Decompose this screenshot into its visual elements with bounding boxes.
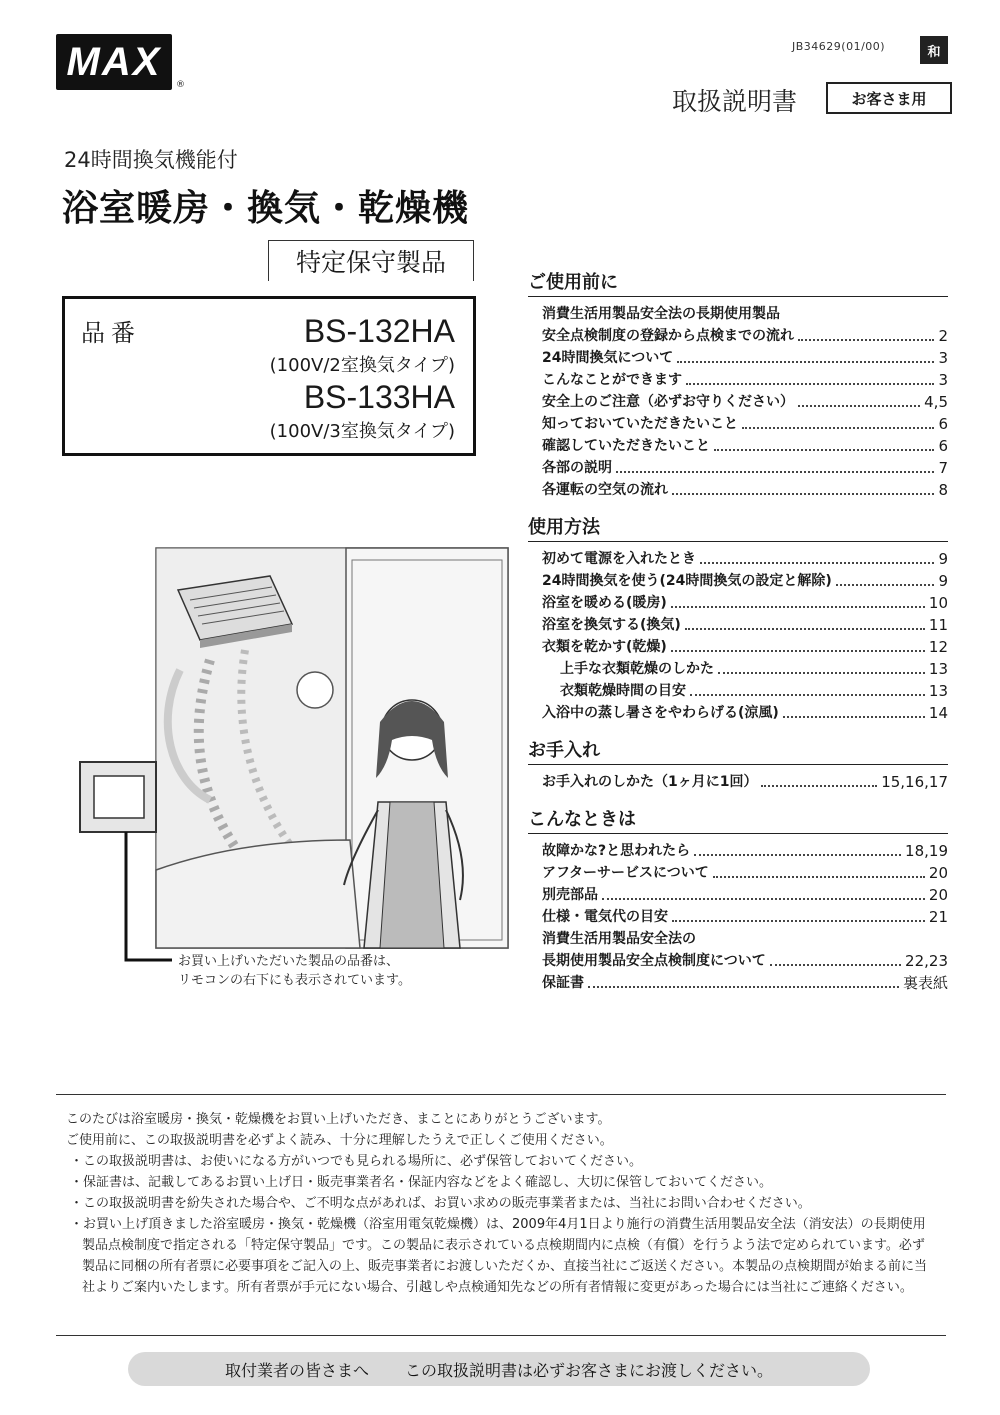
toc-leader-dots: [677, 361, 934, 363]
product-subtitle: 24時間換気機能付: [64, 148, 238, 172]
toc-item-label: アフターサービスについて: [542, 865, 709, 881]
toc-page-number: 11: [928, 616, 948, 634]
toc-item[interactable]: [528, 435, 948, 457]
toc-page-number: 2: [938, 327, 948, 345]
toc-section: [528, 513, 948, 724]
notice-intro: ご使用前に、この取扱説明書を必ずよく読み、十分に理解したうえで正しくご使用ください。: [66, 1133, 613, 1148]
registered-mark: ®: [176, 80, 185, 90]
toc-item-label: 初めて電源を入れたとき: [542, 551, 696, 567]
toc-leader-dots: [798, 339, 934, 341]
toc-item-label: 24時間換気を使う(24時間換気の設定と解除): [542, 573, 832, 589]
toc-leader-dots: [672, 493, 934, 495]
toc-leader-dots: [718, 672, 925, 674]
toc-leader-dots: [671, 650, 925, 652]
toc-section: [528, 268, 948, 501]
bathroom-illustration: [60, 540, 510, 980]
toc-item[interactable]: [528, 884, 948, 906]
toc-item[interactable]: [528, 570, 948, 592]
model-note: (100V/3室換気タイプ): [269, 421, 455, 442]
notice-bullet: ・お買い上げ頂きました浴室暖房・換気・乾燥機（浴室用電気乾燥機）は、2009年4月1日より施行の消費生活用製品安全法（消安法）の長期使用製品点検制度で指定される「特定保守製品」です。この製品に表示されている点検期間内に点検（有償）を行うよう法で定められています。必ず製品に同梱の所有者票に必要事項をご記入の上、販売事業者にお渡しいただくか、直接当社にご返送ください。本製品の点検期間が始まる前に当社よりご案内いたします。所有者票が手元にない場合、引越しや点検通知先などの所有者情報に変更があった場合には当社にご連絡ください。: [70, 1217, 928, 1295]
toc-page-number: 10: [928, 594, 948, 612]
toc-item-label: 消費生活用製品安全法の長期使用製品 安全点検制度の登録から点検までの流れ: [542, 306, 794, 344]
toc-item[interactable]: [528, 771, 948, 793]
toc-item-label: 確認していただきたいこと: [542, 438, 710, 454]
toc-item[interactable]: [528, 972, 948, 994]
toc-item-label: 各部の説明: [542, 460, 612, 476]
toc-item[interactable]: [528, 369, 948, 391]
toc-leader-dots: [761, 785, 877, 787]
toc-item[interactable]: [528, 614, 948, 636]
toc-item[interactable]: [528, 840, 948, 862]
toc-leader-dots: [685, 628, 925, 630]
toc-page-number: 3: [938, 349, 948, 367]
toc-page-number: 22,23: [905, 952, 948, 970]
toc-page-number: 9: [938, 572, 948, 590]
toc-leader-dots: [742, 427, 934, 429]
toc-page-number: 9: [938, 550, 948, 568]
brand-logo: MAX: [56, 34, 172, 90]
toc-page-number: 20: [928, 864, 948, 882]
toc-item-label: 浴室を換気する(換気): [542, 617, 681, 633]
toc-page-number: 14: [928, 704, 948, 722]
toc-page-number: 6: [938, 437, 948, 455]
toc-item[interactable]: [528, 457, 948, 479]
toc-page-number: 13: [928, 660, 948, 678]
toc-section: [528, 805, 948, 994]
toc-page-number: 4,5: [924, 393, 948, 411]
toc-item[interactable]: [528, 636, 948, 658]
toc-item-label: 入浴中の蒸し暑さをやわらげる(涼風): [542, 705, 779, 721]
toc-item-label: 衣類乾燥時間の目安: [560, 683, 686, 699]
toc-item-label: 保証書: [542, 975, 584, 991]
model-box: [62, 296, 476, 456]
table-of-contents: [528, 268, 948, 1006]
toc-item-label: 消費生活用製品安全法の 長期使用製品安全点検制度について: [542, 931, 766, 969]
toc-leader-dots: [783, 716, 925, 718]
model-note: (100V/2室換気タイプ): [269, 355, 455, 376]
toc-leader-dots: [690, 694, 925, 696]
product-title: 浴室暖房・換気・乾燥機: [62, 188, 470, 229]
model-label: 品番: [81, 319, 141, 347]
toc-item[interactable]: [528, 479, 948, 501]
toc-leader-dots: [770, 964, 901, 966]
toc-leader-dots: [836, 584, 935, 586]
toc-item-label: 仕様・電気代の目安: [542, 909, 668, 925]
toc-section-heading: 使用方法: [528, 513, 948, 542]
notice-bullet: ・保証書は、記載してあるお買い上げ日・販売事業者名・保証内容などをよく確認し、大切に保管しておいてください。: [70, 1175, 773, 1190]
toc-page-number: 13: [928, 682, 948, 700]
installer-message: この取扱説明書は必ずお客さまにお渡しください。: [405, 1360, 774, 1380]
model-number: BS-133HA: [303, 379, 455, 415]
toc-item-label: 故障かな?と思われたら: [542, 843, 691, 859]
toc-leader-dots: [700, 562, 934, 564]
toc-item-label: 別売部品: [542, 887, 598, 903]
toc-leader-dots: [714, 449, 934, 451]
toc-item[interactable]: [528, 347, 948, 369]
toc-leader-dots: [694, 854, 901, 856]
toc-section-heading: こんなときは: [528, 805, 948, 834]
toc-leader-dots: [602, 898, 925, 900]
toc-item-label: 上手な衣類乾燥のしかた: [560, 661, 714, 677]
toc-section: [528, 736, 948, 793]
notice-intro: このたびは浴室暖房・換気・乾燥機をお買い上げいただき、まことにありがとうございます。: [66, 1112, 611, 1127]
toc-item-label: 各運転の空気の流れ: [542, 482, 668, 498]
certification-label: 特定保守製品: [268, 240, 474, 281]
notice-bullet: ・この取扱説明書を紛失された場合や、ご不明な点があれば、お買い求めの販売事業者または、当社にお問い合わせください。: [70, 1196, 811, 1211]
toc-item[interactable]: [528, 548, 948, 570]
toc-item[interactable]: [528, 413, 948, 435]
toc-leader-dots: [686, 383, 934, 385]
toc-leader-dots: [671, 606, 925, 608]
toc-item-label: 24時間換気について: [542, 350, 674, 366]
toc-item-label: 安全上のご注意（必ずお守りください）: [542, 394, 794, 410]
notice-box: [56, 1094, 946, 1336]
toc-item[interactable]: [528, 702, 948, 724]
installer-label: 取付業者の皆さまへ: [224, 1360, 369, 1380]
toc-section-heading: ご使用前に: [528, 268, 948, 297]
toc-item[interactable]: [528, 862, 948, 884]
toc-item[interactable]: [528, 391, 948, 413]
toc-leader-dots: [588, 986, 899, 988]
toc-item[interactable]: [528, 928, 948, 972]
document-code: JB34629(01/00): [792, 40, 886, 53]
toc-page-number: 18,19: [905, 842, 948, 860]
toc-item[interactable]: [528, 906, 948, 928]
toc-item[interactable]: [528, 658, 948, 680]
toc-page-number: 6: [938, 415, 948, 433]
language-mark: 和: [920, 36, 948, 64]
toc-item-label: 知っておいていただきたいこと: [542, 416, 738, 432]
toc-item[interactable]: [528, 303, 948, 347]
toc-item[interactable]: [528, 592, 948, 614]
audience-badge: お客さま用: [826, 82, 952, 114]
toc-page-number: 裏表紙: [902, 974, 948, 992]
toc-page-number: 15,16,17: [881, 773, 948, 791]
toc-item-label: 衣類を乾かす(乾燥): [542, 639, 667, 655]
toc-page-number: 7: [938, 459, 948, 477]
toc-page-number: 12: [928, 638, 948, 656]
notice-bullet: ・この取扱説明書は、お使いになる方がいつでも見られる場所に、必ず保管しておいてください。: [70, 1154, 643, 1169]
toc-leader-dots: [616, 471, 934, 473]
toc-item-label: こんなことができます: [542, 372, 682, 388]
toc-leader-dots: [798, 405, 920, 407]
toc-leader-dots: [672, 920, 925, 922]
toc-section-heading: お手入れ: [528, 736, 948, 765]
toc-item[interactable]: [528, 680, 948, 702]
illustration-caption: お買い上げいただいた製品の品番は、 リモコンの右下にも表示されています。: [178, 954, 411, 988]
model-number: BS-132HA: [303, 313, 455, 349]
document-kind: 取扱説明書: [672, 87, 798, 116]
toc-page-number: 20: [928, 886, 948, 904]
toc-page-number: 8: [938, 481, 948, 499]
installer-message-bar: [128, 1352, 870, 1386]
toc-item-label: お手入れのしかた（1ヶ月に1回）: [542, 774, 758, 790]
toc-page-number: 21: [928, 908, 948, 926]
toc-item-label: 浴室を暖める(暖房): [542, 595, 667, 611]
toc-page-number: 3: [938, 371, 948, 389]
toc-leader-dots: [713, 876, 925, 878]
